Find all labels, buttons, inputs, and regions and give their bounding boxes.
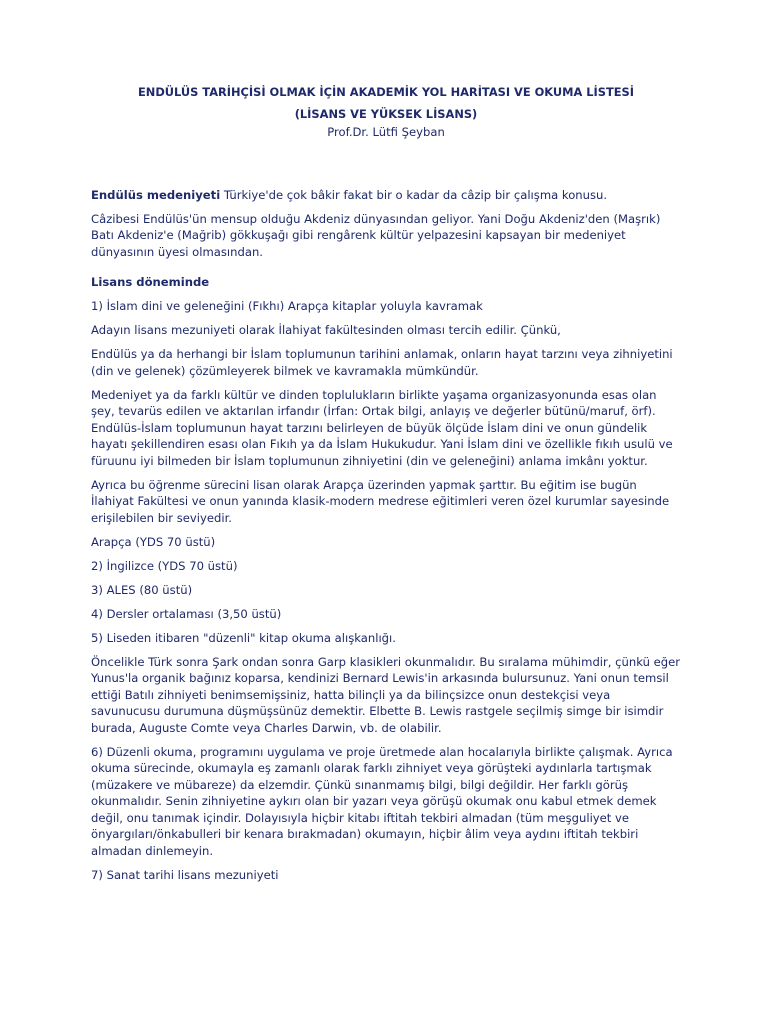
intro-bold-term: Endülüs medeniyeti bbox=[91, 187, 221, 202]
list-item: 1) İslam dini ve geleneğini (Fıkhı) Arapça kitaplar yoluyla kavramak bbox=[91, 299, 483, 313]
document-author: Prof.Dr. Lütfi Şeyban bbox=[327, 125, 445, 139]
body-paragraph: Medeniyet ya da farklı kültür ve dinden toplulukların birlikte yaşama organizasyonunda esas olan şey, tevarüs edilen ve aktarılan irfandır (İrfan: Ortak bilgi, anlayış ve değerler bütünü/maruf, örf). Endülüs-İslam toplumunun hayat tarzını belirleyen de büyük ölçüde İslam dini ve onun gündelik hayatı şekillendiren esası olan Fıkıh ya da İslam Hukukudur. Yani İslam dini ve özellikle fıkıh usulü ve füruunu iyi bilmeden bir İslam toplumunun zihniyetini (din ve geleneğini) anlama imkânı yoktur. bbox=[91, 387, 673, 468]
list-item: 5) Liseden itibaren "düzenli" kitap okuma alışkanlığı. bbox=[91, 630, 396, 645]
list-item: 4) Dersler ortalaması (3,50 üstü) bbox=[91, 606, 282, 621]
body-paragraph: Endülüs ya da herhangi bir İslam toplumunun tarihini anlamak, onların hayat tarzını veya zihniyetini (din ve gelenek) çözümleyerek bilmek ve kavramakla mümkündür. bbox=[91, 347, 673, 378]
list-item: 3) ALES (80 üstü) bbox=[91, 582, 193, 597]
list-item: 7) Sanat tarihi lisans mezuniyeti bbox=[91, 867, 279, 882]
document-title: ENDÜLÜS TARİHÇİSİ OLMAK İÇİN AKADEMİK YOL HARİTASI VE OKUMA LİSTESİ bbox=[138, 85, 634, 99]
intro-text: Türkiye'de çok bâkir fakat bir o kadar da câzip bir çalışma konusu. bbox=[220, 187, 608, 202]
list-item: 2) İngilizce (YDS 70 üstü) bbox=[91, 558, 238, 573]
document-page bbox=[91, 84, 681, 891]
section-heading: Lisans döneminde bbox=[91, 275, 210, 289]
list-item: Arapça (YDS 70 üstü) bbox=[91, 534, 216, 549]
body-paragraph: Ayrıca bu öğrenme sürecini lisan olarak Arapça üzerinden yapmak şarttır. Bu eğitim ise bugün İlahiyat Fakültesi ve onun yanında klasik-modern medrese eğitimleri veren özel kurumlar sayesinde erişilebilen bir seviyedir. bbox=[91, 477, 670, 525]
list-item: 6) Düzenli okuma, programını uygulama ve proje üretmede alan hocalarıyla birlikte çalışmak. Ayrıca okuma sürecinde, okumayla eş zamanlı olarak farklı zihniyet veya görüşteki aydınlarla tartışmak (müzakere ve mübareze) da elzemdir. Çünkü sınanmamış bilgi, bilgi değildir. Her farklı görüş okunmalıdır. Senin zihniyetine aykırı olan bir yazarı veya görüşü okumak onu kabul etmek demek değil, onu tanımak içindir. Dolayısıyla hiçbir kitabı iftitah tekbiri almadan (tüm meşguliyet ve önyargıları/önkabulleri bir kenara bırakmadan) okumayın, hiçbir âlim veya aydını iftitah tekbiri almadan dinlemeyin. bbox=[91, 744, 673, 858]
document-subtitle: (LİSANS VE YÜKSEK LİSANS) bbox=[294, 106, 478, 121]
body-paragraph: Öncelikle Türk sonra Şark ondan sonra Garp klasikleri okunmalıdır. Bu sıralama mühimdir, çünkü eğer Yunus'la organik bağınız koparsa, kendinizi Bernard Lewis'in arkasında bulursunuz. Yani onun temsil ettiği Batılı zihniyeti benimsemişsiniz, hatta bilinçli ya da bilinçsizce onun destekçisi veya savunucusu durumuna düşmüşsünüz demektir. Elbette B. Lewis rastgele seçilmiş simge bir isimdir burada, Auguste Comte veya Charles Darwin, vb. de olabilir. bbox=[91, 654, 681, 735]
intro-paragraph bbox=[91, 187, 681, 204]
body-paragraph: Adayın lisans mezuniyeti olarak İlahiyat fakültesinden olması tercih edilir. Çünkü, bbox=[91, 323, 561, 337]
body-paragraph: Câzibesi Endülüs'ün mensup olduğu Akdeniz dünyasından geliyor. Yani Doğu Akdeniz'den (Maşrık) Batı Akdeniz'e (Mağrib) gökkuşağı gibi rengârenk kültür yelpazesini kapsayan bir medeniyet dünyasının üyesi olmasından. bbox=[91, 211, 661, 259]
